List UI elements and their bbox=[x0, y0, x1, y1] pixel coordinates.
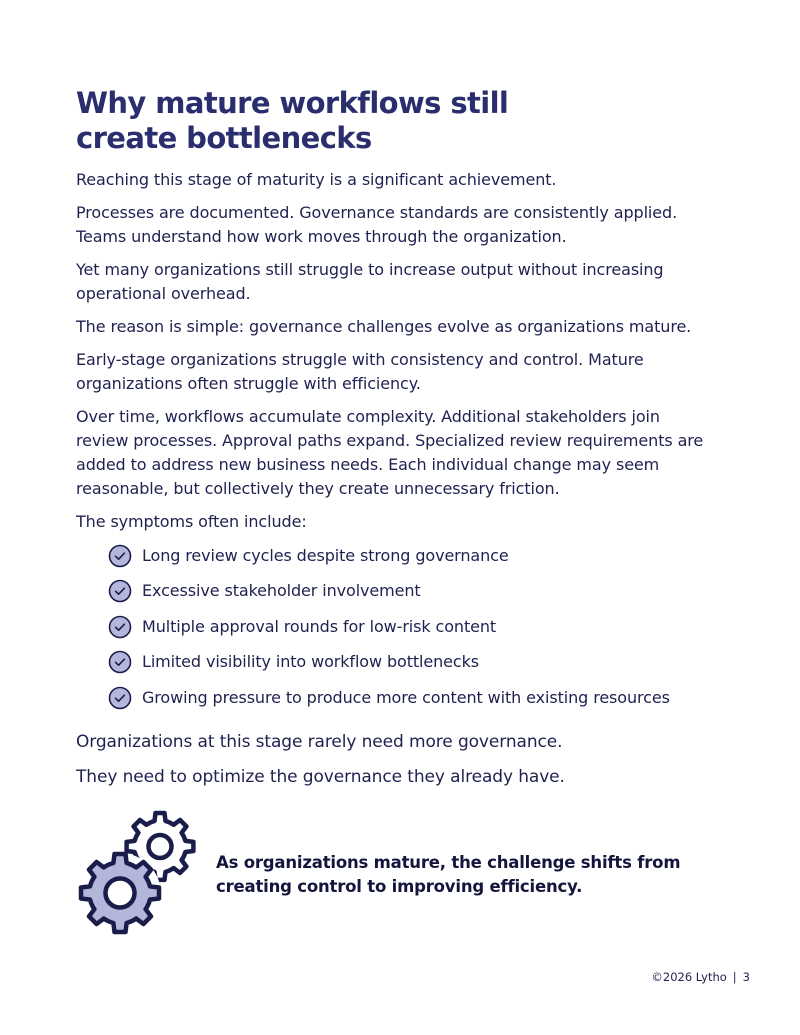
list-item-label: Limited visibility into workflow bottlenecks bbox=[142, 652, 480, 672]
page-footer bbox=[651, 970, 750, 984]
closing-paragraph-1: Organizations at this stage rarely need more governance. bbox=[76, 732, 563, 752]
callout bbox=[76, 808, 736, 940]
check-circle-icon bbox=[108, 686, 132, 710]
list-item-label: Multiple approval rounds for low-risk content bbox=[142, 616, 497, 636]
check-circle-icon bbox=[108, 650, 132, 674]
symptoms-intro: The symptoms often include: bbox=[76, 512, 307, 531]
intro-paragraph-6: Over time, workflows accumulate complexity. Additional stakeholders join review processes. Approval paths expand. Specialized review requirements are added to address new business needs. Each individual change may seem reasonable, but collectively they create unnecessary friction. bbox=[76, 407, 704, 498]
list-item-label: Excessive stakeholder involvement bbox=[142, 581, 421, 601]
check-circle-icon bbox=[108, 544, 132, 568]
callout-text: As organizations mature, the challenge shifts from creating control to improving efficiency. bbox=[216, 853, 681, 896]
intro-paragraph-1: Reaching this stage of maturity is a significant achievement. bbox=[76, 170, 557, 189]
copyright-text: ©2026 Lytho bbox=[651, 970, 727, 984]
footer-separator: | bbox=[732, 970, 737, 984]
check-circle-icon bbox=[108, 615, 132, 639]
list-item bbox=[108, 609, 716, 645]
check-circle-icon bbox=[108, 579, 132, 603]
intro-paragraph-3: Yet many organizations still struggle to increase output without increasing operational overhead. bbox=[76, 260, 664, 303]
list-item-label: Growing pressure to produce more content with existing resources bbox=[142, 687, 670, 707]
page-number: 3 bbox=[742, 970, 750, 984]
gears-icon bbox=[76, 808, 206, 938]
list-item bbox=[108, 645, 716, 681]
intro-paragraph-4: The reason is simple: governance challenges evolve as organizations mature. bbox=[76, 317, 692, 336]
symptoms-list bbox=[76, 538, 716, 716]
closing-text bbox=[76, 729, 716, 799]
list-item bbox=[108, 574, 716, 610]
list-item-label: Long review cycles despite strong governance bbox=[142, 545, 509, 565]
page-title: Why mature workflows still create bottlenecks bbox=[76, 86, 509, 155]
list-item bbox=[108, 680, 716, 716]
intro-paragraph-2: Processes are documented. Governance standards are consistently applied. Teams understand how work moves through the organization. bbox=[76, 203, 678, 246]
body-text bbox=[76, 168, 716, 716]
closing-paragraph-2: They need to optimize the governance they already have. bbox=[76, 767, 565, 787]
intro-paragraph-5: Early-stage organizations struggle with consistency and control. Mature organizations often struggle with efficiency. bbox=[76, 350, 644, 393]
list-item bbox=[108, 538, 716, 574]
